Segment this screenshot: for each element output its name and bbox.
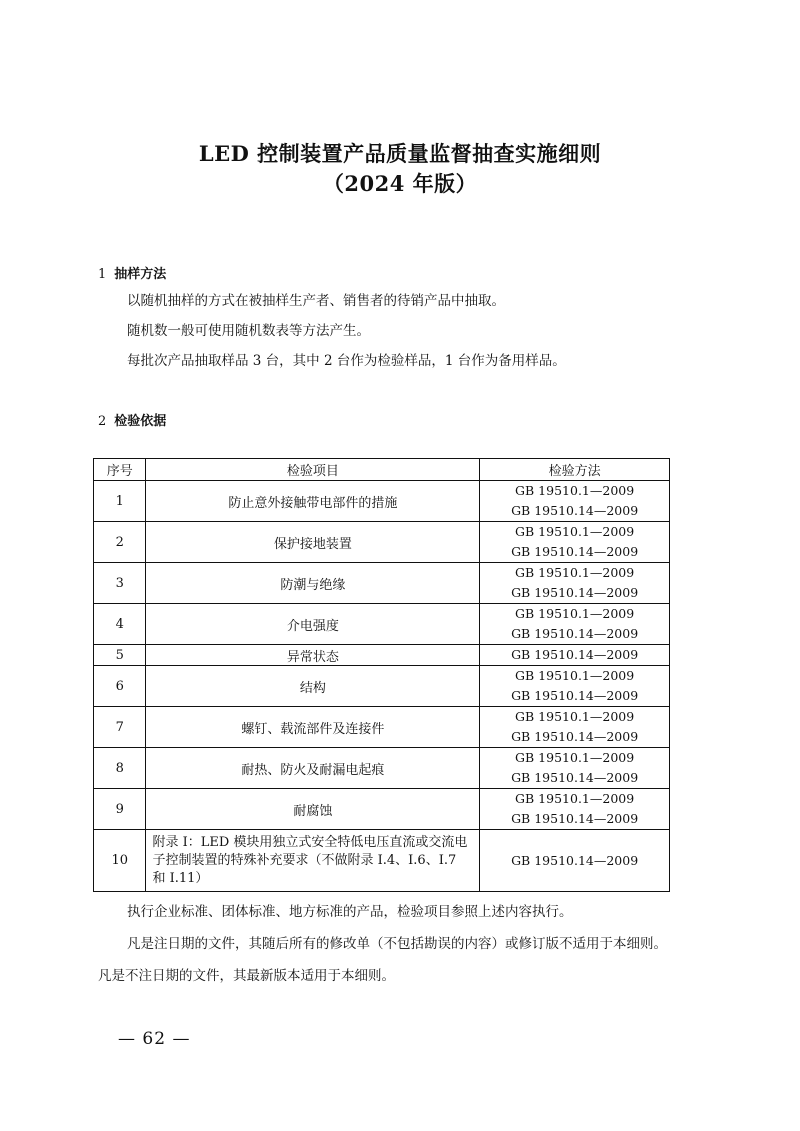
row-item: 防潮与绝缘 [146,563,480,604]
inspection-table [93,458,670,892]
row-method [480,522,670,563]
method-std: GB 19510.14—2009 [511,503,639,518]
header-method: 检验方法 [480,459,670,481]
method-std: GB 19510.14—2009 [511,647,639,662]
row-method [480,645,670,666]
method-std: GB 19510.14—2009 [511,811,639,826]
method-std: GB 19510.14—2009 [511,544,639,559]
row-item: 异常状态 [146,645,480,666]
section-1-paragraph: 每批次产品抽取样品 3 台，其中 2 台作为检验样品，1 台作为备用样品。 [127,353,566,369]
method-std: GB 19510.14—2009 [511,626,639,641]
row-item: 介电强度 [146,604,480,645]
note-paragraph: 凡是注日期的文件，其随后所有的修改单（不包括勘误的内容）或修订版不适用于本细则。凡是不注日期的文件，其最新版本适用于本细则。 [98,936,667,984]
row-no: 2 [94,522,146,563]
section-1-paragraph: 随机数一般可使用随机数表等方法产生。 [127,323,370,339]
row-item: 耐腐蚀 [146,789,480,830]
method-std: GB 19510.1—2009 [515,606,635,621]
row-method [480,707,670,748]
row-no: 1 [94,481,146,522]
section-2-title: 检验依据 [114,414,167,429]
method-std: GB 19510.1—2009 [515,750,635,765]
method-std: GB 19510.1—2009 [515,483,635,498]
table-row [94,748,670,789]
row-method [480,481,670,522]
section-1-paragraph: 以随机抽样的方式在被抽样生产者、销售者的待销产品中抽取。 [127,293,505,309]
table-row [94,830,670,892]
row-method [480,789,670,830]
method-std: GB 19510.14—2009 [511,688,639,703]
row-item: 螺钉、载流部件及连接件 [146,707,480,748]
table-header-row [94,459,670,481]
row-item: 保护接地装置 [146,522,480,563]
method-std: GB 19510.1—2009 [515,565,635,580]
row-item: 防止意外接触带电部件的措施 [146,481,480,522]
table-row [94,522,670,563]
row-no: 4 [94,604,146,645]
method-std: GB 19510.14—2009 [511,585,639,600]
document-subtitle: （2024 年版） [322,171,478,196]
table-row [94,645,670,666]
row-method [480,666,670,707]
row-no: 6 [94,666,146,707]
method-std: GB 19510.1—2009 [515,791,635,806]
row-item: 附录 I：LED 模块用独立式安全特低电压直流或交流电子控制装置的特殊补充要求（不做附录 I.4、I.6、I.7 和 I.11） [146,830,480,892]
method-std: GB 19510.14—2009 [511,770,639,785]
row-no: 3 [94,563,146,604]
row-item: 结构 [146,666,480,707]
table-row [94,707,670,748]
row-method [480,604,670,645]
section-1-number: 1 [98,267,107,282]
row-method [480,563,670,604]
row-no: 7 [94,707,146,748]
table-row [94,666,670,707]
method-std: GB 19510.14—2009 [511,729,639,744]
method-std: GB 19510.1—2009 [515,524,635,539]
section-2-heading [98,410,166,429]
section-2-number: 2 [98,414,107,429]
document-title: LED 控制装置产品质量监督抽查实施细则 [198,141,602,166]
row-no: 9 [94,789,146,830]
note-paragraph: 执行企业标准、团体标准、地方标准的产品，检验项目参照上述内容执行。 [127,904,573,920]
row-no: 8 [94,748,146,789]
row-item: 耐热、防火及耐漏电起痕 [146,748,480,789]
section-1-title: 抽样方法 [114,267,167,282]
method-std: GB 19510.1—2009 [515,668,635,683]
method-std: GB 19510.1—2009 [515,709,635,724]
header-item: 检验项目 [146,459,480,481]
section-1-heading [98,263,166,282]
row-method [480,748,670,789]
row-no: 10 [94,830,146,892]
table-row [94,604,670,645]
method-std: GB 19510.14—2009 [511,852,639,868]
table-row [94,563,670,604]
row-no: 5 [94,645,146,666]
row-method [480,830,670,892]
page-number: — 62 — [118,1029,191,1049]
table-row [94,789,670,830]
table-row [94,481,670,522]
header-no: 序号 [94,459,146,481]
